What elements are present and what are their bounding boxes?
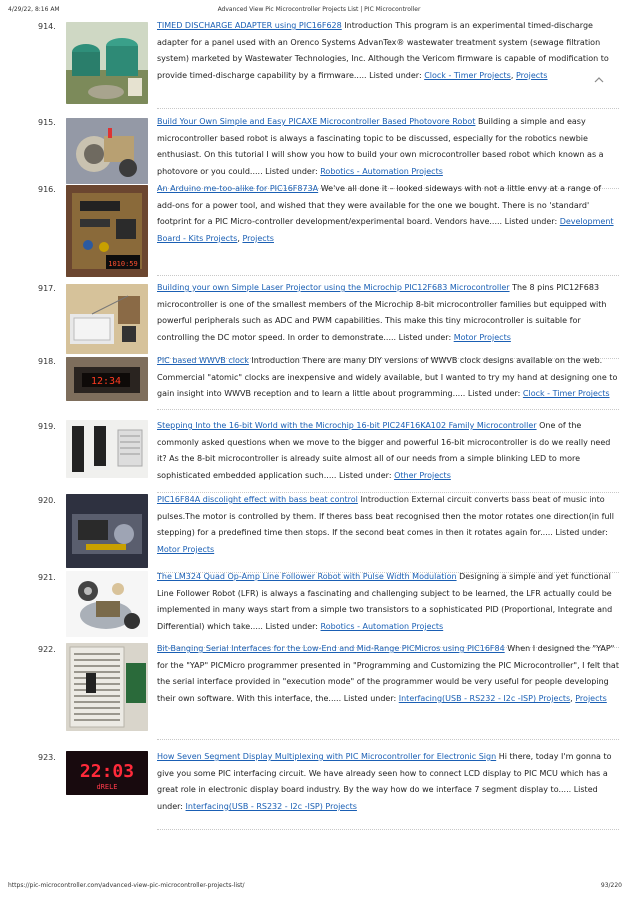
listed-under-label: Listed under: bbox=[504, 217, 560, 227]
thumb-display-text: 22:03 bbox=[79, 761, 135, 782]
category-separator: , bbox=[570, 693, 576, 703]
item-description: One of the commonly asked questions when we move to the bigger and powerful 16-bit microcontroller is do we really need it? As the 8-bit microcontroller is already suite almost all of our needs from a simple blinking LED to more sophisticated embedded application such..... bbox=[157, 421, 611, 480]
project-thumbnail[interactable] bbox=[66, 494, 148, 568]
category-link[interactable]: Projects bbox=[575, 693, 607, 703]
item-description: Designing a simple and yet functional Line Follower Robot (LFR) is always a fascinating and challenging subject to be learned, the LFR actually could be implemented in many ways start from a simple two transistors to a sophisticated PID (Proportional, Integrate and Differential) which take..... bbox=[157, 572, 613, 631]
project-link[interactable]: PIC based WWVB clock bbox=[157, 356, 249, 365]
project-thumbnail[interactable] bbox=[66, 571, 148, 637]
project-thumbnail[interactable] bbox=[66, 284, 148, 354]
scroll-up-button[interactable] bbox=[594, 70, 604, 80]
item-number: 916. bbox=[38, 185, 56, 194]
item-text bbox=[157, 418, 619, 484]
list-item bbox=[0, 641, 638, 747]
item-number: 918. bbox=[38, 357, 56, 366]
category-link[interactable]: Motor Projects bbox=[453, 332, 511, 342]
project-link[interactable]: An Arduino me-too-alike for PIC16F873A bbox=[157, 184, 319, 193]
item-number: 914. bbox=[38, 22, 56, 31]
listed-under-label: Listed under: bbox=[265, 166, 321, 176]
thumb-display-text: 12:34 bbox=[90, 376, 122, 387]
divider bbox=[157, 409, 619, 410]
print-url: https://pic-microcontroller.com/advanced-view-pic-microcontroller-projects-list/ bbox=[8, 882, 245, 889]
thumb-display-subtext: dRELE bbox=[96, 783, 118, 791]
project-link[interactable]: Bit-Banging Serial Interfaces for the Low-End and Mid-Range PICMicros using PIC16F84 bbox=[157, 644, 505, 653]
print-title: Advanced View Pic Microcontroller Projects List | PIC Microcontroller bbox=[217, 6, 421, 13]
category-link[interactable]: Clock - Timer Projects bbox=[424, 70, 511, 80]
print-footer bbox=[0, 882, 638, 894]
item-text bbox=[157, 749, 619, 815]
item-text bbox=[157, 114, 619, 180]
listed-under-label: Listed under: bbox=[555, 528, 608, 538]
list-item bbox=[0, 280, 638, 360]
item-description: When I designed the "YAP" for the "YAP" PICMicro programmer presented in "Programming and Customizing the PIC Microcontroller", I felt that the serial interface provided in "execution mode" of the programmer would be very useful for people developing their own software. With this interface, the..... bbox=[157, 644, 619, 703]
project-link[interactable]: Building your own Simple Laser Projector using the Microchip PIC12F683 Microcontroller bbox=[157, 283, 510, 292]
item-description: We've all done it – looked sideways with not a little envy at a range of add-ons for a power tool, and wished that they were available for the one we bought. There is no 'standard' footprint for a PIC Micro-controller development/experimental board. Vendors have..... bbox=[157, 184, 602, 227]
project-link[interactable]: Stepping Into the 16-bit World with the Microchip 16-bit PIC24F16KA102 Family Microcontroller bbox=[157, 421, 537, 430]
project-thumbnail[interactable] bbox=[66, 643, 148, 731]
listed-under-label: Listed under: bbox=[157, 785, 598, 811]
divider bbox=[157, 275, 619, 276]
item-number: 915. bbox=[38, 118, 56, 127]
list-item bbox=[0, 492, 638, 578]
category-link[interactable]: Clock - Timer Projects bbox=[522, 389, 610, 399]
divider bbox=[157, 108, 619, 109]
category-link[interactable]: Motor Projects bbox=[157, 544, 215, 554]
item-number: 919. bbox=[38, 422, 56, 431]
print-date: 4/29/22, 8:16 AM bbox=[8, 6, 60, 13]
listed-under-label: Listed under: bbox=[398, 332, 454, 342]
project-thumbnail[interactable] bbox=[66, 420, 148, 478]
item-text bbox=[157, 18, 619, 84]
item-text bbox=[157, 492, 619, 558]
item-text bbox=[157, 641, 619, 707]
item-description: Introduction This program is an experimental timed-discharge adapter for a panel used with an Orenco Systems AdvanTex® wastewater treatment system (sewage filtration system) marketed by Wastewater Technologies, Inc. Although the Vericom firmware is capable of modification to provide timed-discharge capability by a firmware..... bbox=[157, 21, 609, 80]
listed-under-label: Listed under: bbox=[339, 470, 395, 480]
project-link[interactable]: The LM324 Quad Op-Amp Line Follower Robot with Pulse Width Modulation bbox=[157, 572, 457, 581]
item-text bbox=[157, 353, 619, 403]
page-number: 93/220 bbox=[600, 882, 622, 889]
list-item bbox=[0, 181, 638, 281]
item-description: Building a simple and easy microcontroller based robot is always a fascinating topic to be discussed, especially for the robotics newbie enthusiast. On this tutorial I will show you how to build your own microcontroller based robot which known as a photovore or you could..... bbox=[157, 117, 604, 176]
project-thumbnail[interactable] bbox=[66, 185, 148, 277]
list-item bbox=[0, 749, 638, 829]
listed-under-label: Listed under: bbox=[467, 389, 523, 399]
category-separator: , bbox=[237, 233, 243, 243]
category-link[interactable]: Interfacing(USB - RS232 - I2c -ISP) Projects bbox=[398, 693, 571, 703]
print-header bbox=[0, 6, 638, 18]
list-item bbox=[0, 418, 638, 492]
listed-under-label: Listed under: bbox=[369, 70, 425, 80]
item-description: Hi there, today I'm gonna to give you some PIC interfacing circuit. We have already seen how to connect LCD display to PIC MCU which has a great role in electronic display board industry. By the way how do we interface 7 segment display to..... bbox=[157, 752, 612, 795]
item-text bbox=[157, 569, 619, 635]
list-item bbox=[0, 18, 638, 104]
project-link[interactable]: TIMED DISCHARGE ADAPTER using PIC16F628 bbox=[157, 21, 342, 30]
item-number: 921. bbox=[38, 573, 56, 582]
category-link[interactable]: Projects bbox=[515, 70, 548, 80]
category-link[interactable]: Development Board - Kits Projects bbox=[157, 217, 614, 243]
project-link[interactable]: How Seven Segment Display Multiplexing with PIC Microcontroller for Electronic Sign bbox=[157, 752, 497, 761]
category-link[interactable]: Robotics - Automation Projects bbox=[320, 621, 444, 631]
thumb-display-text: 1010:59 bbox=[108, 260, 138, 268]
divider bbox=[157, 739, 619, 740]
item-number: 923. bbox=[38, 753, 56, 762]
item-description: The 8 pins PIC12F683 microcontroller is one of the smallest members of the Microchip 8-bit microcontroller families but equipped with powerful peripherals such as ADC and PWM capabilities. This make this tiny microcontroller is suitable for controlling the DC motor speed. In order to demonstrate..... bbox=[157, 283, 607, 342]
category-link[interactable]: Projects bbox=[242, 233, 274, 243]
category-link[interactable]: Interfacing(USB - RS232 - I2c -ISP) Projects bbox=[185, 801, 357, 811]
item-number: 917. bbox=[38, 284, 56, 293]
listed-under-label: Listed under: bbox=[265, 621, 321, 631]
category-link[interactable]: Robotics - Automation Projects bbox=[320, 166, 443, 176]
chevron-up-icon bbox=[594, 75, 604, 85]
item-description: Introduction External circuit converts bass beat of music into pulses.The motor is controlled by them. If theres bass beat recognised then the motor rotates one direction(in full stepping) for a predefined time then stops. If the second beat comes in then it rotates again for..... bbox=[157, 495, 614, 538]
project-thumbnail[interactable] bbox=[66, 118, 148, 184]
list-item bbox=[0, 353, 638, 409]
item-text bbox=[157, 280, 619, 346]
category-link[interactable]: Other Projects bbox=[394, 470, 451, 480]
project-thumbnail[interactable] bbox=[66, 751, 148, 795]
listed-under-label: Listed under: bbox=[343, 693, 399, 703]
project-thumbnail[interactable] bbox=[66, 357, 148, 401]
item-number: 920. bbox=[38, 496, 56, 505]
divider bbox=[157, 829, 619, 830]
project-link[interactable]: Build Your Own Simple and Easy PICAXE Microcontroller Based Photovore Robot bbox=[157, 117, 476, 126]
item-text bbox=[157, 181, 619, 247]
project-link[interactable]: PIC16F84A discolight effect with bass beat control bbox=[157, 495, 358, 504]
project-thumbnail[interactable] bbox=[66, 22, 148, 104]
item-description: Introduction There are many DIY versions of WWVB clock designs available on the web. Commercial "atomic" clocks are inexpensive and widely available, but I wanted to try my hand at designing one to gain insight into WWVB reception and to learn a little about programming..... bbox=[157, 356, 618, 399]
item-number: 922. bbox=[38, 645, 56, 654]
category-separator: , bbox=[510, 70, 516, 80]
